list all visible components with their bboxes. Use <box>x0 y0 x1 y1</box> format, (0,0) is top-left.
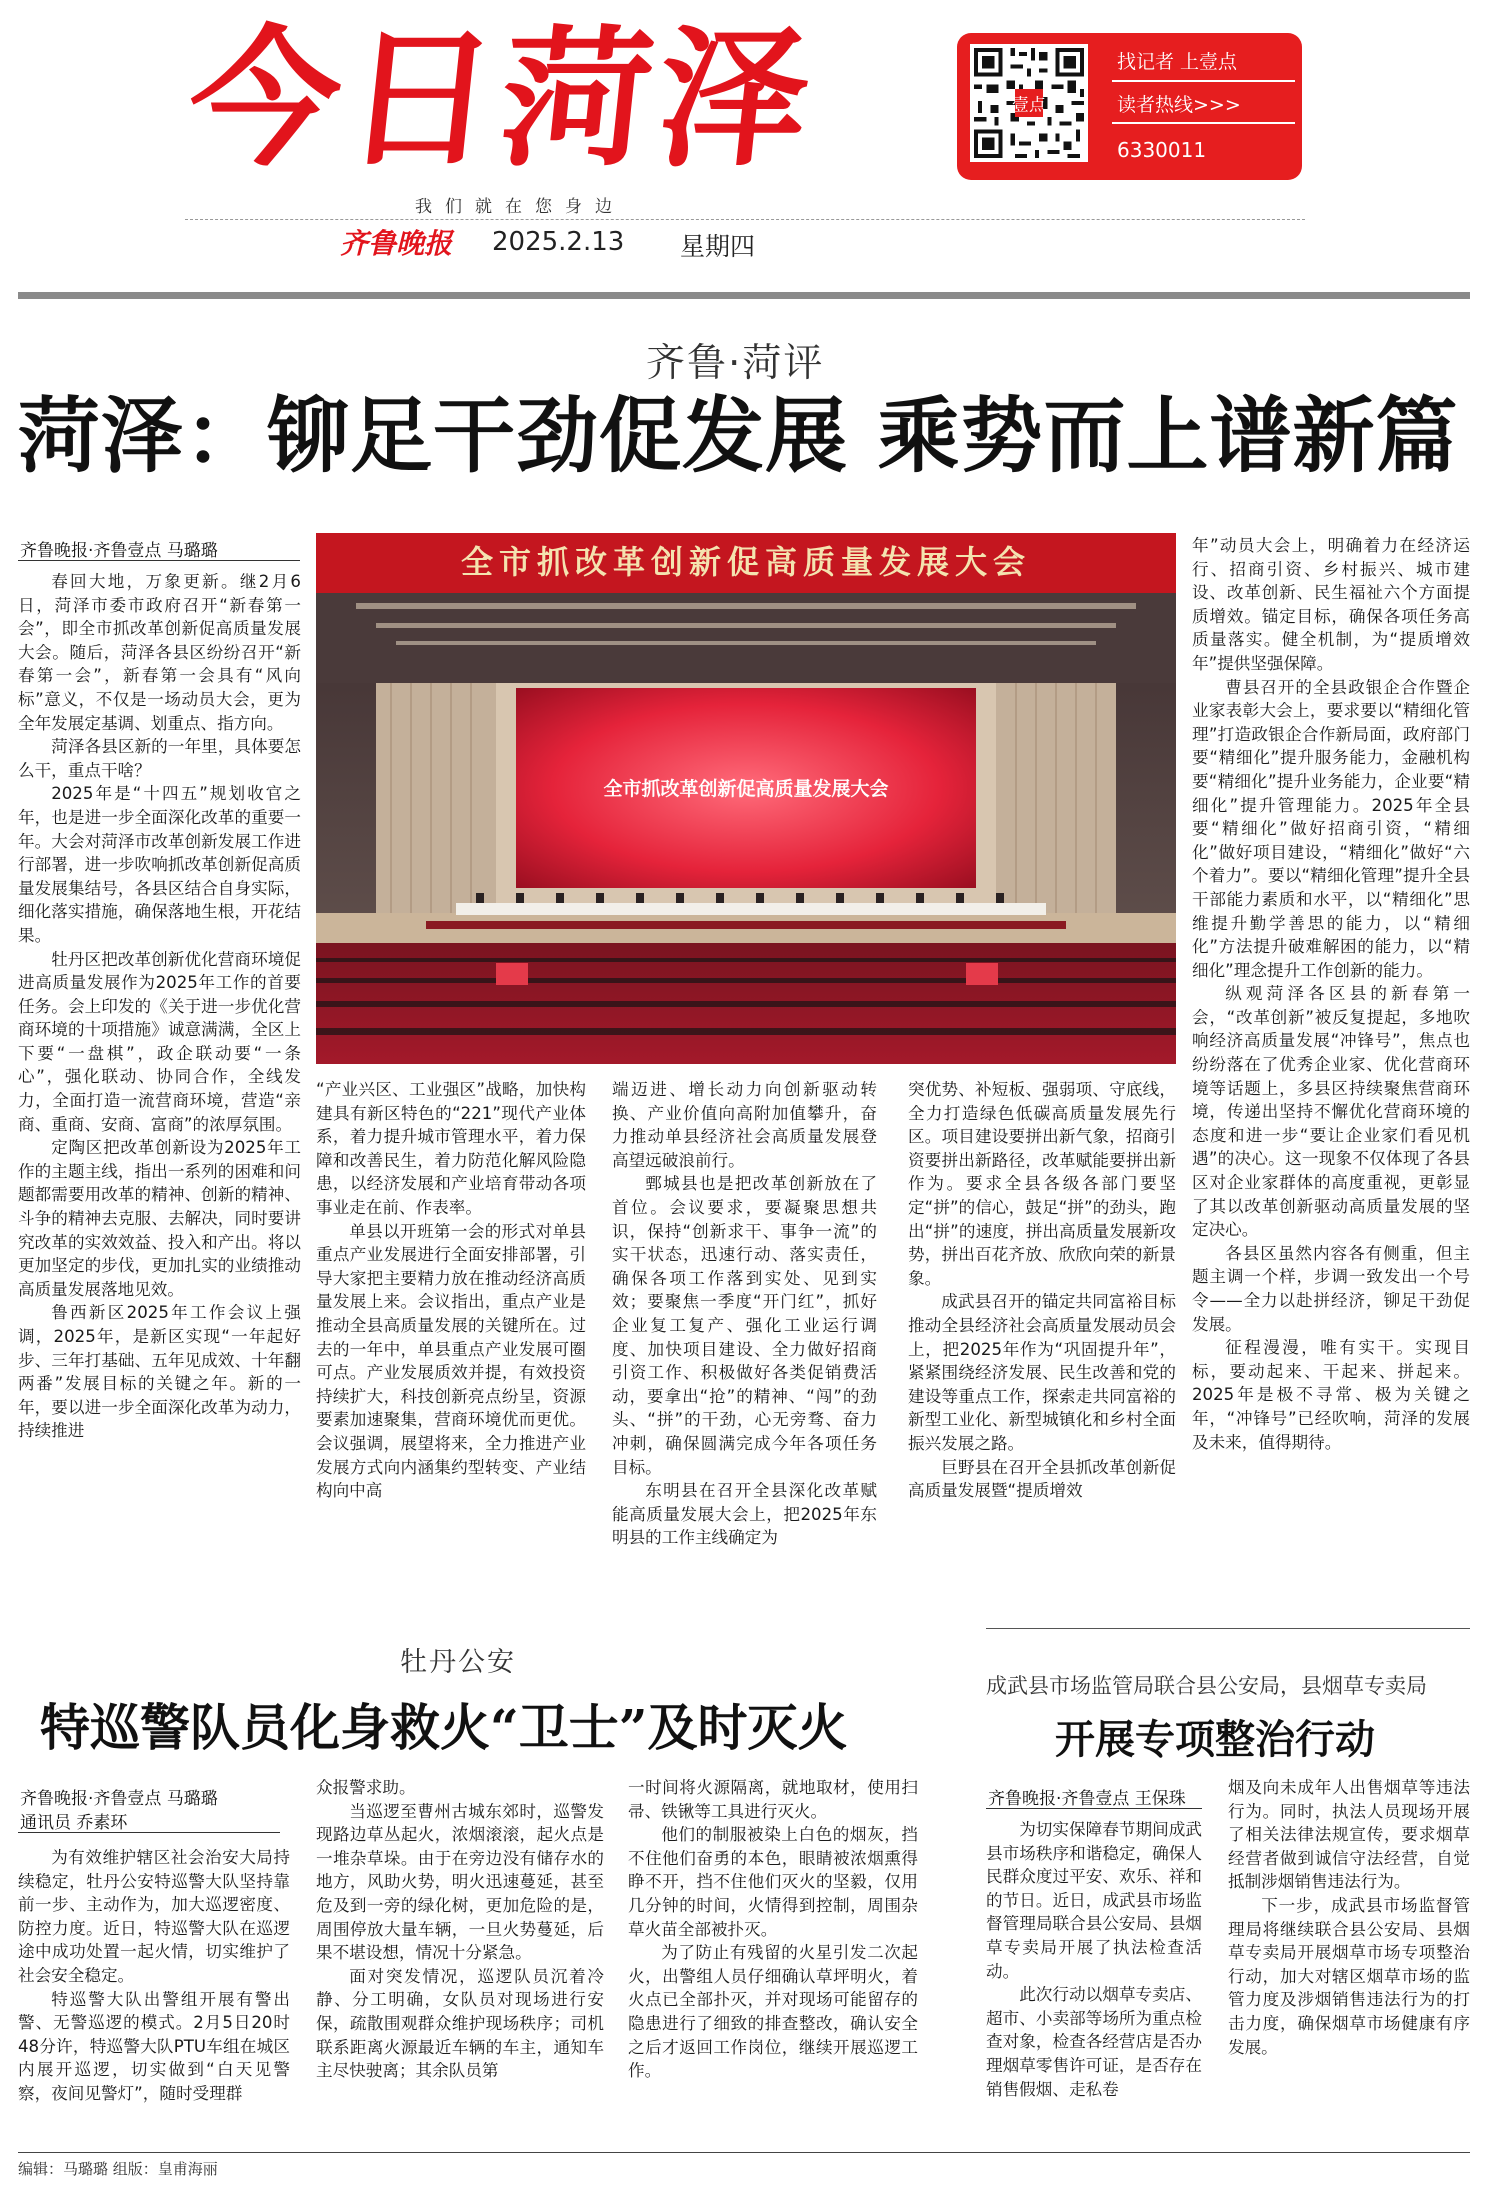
conference-photo <box>316 533 1176 1064</box>
fire-kicker: 牡丹公安 <box>400 1647 516 1678</box>
main-col-5 <box>1192 534 1470 1454</box>
paragraph: 纵观菏泽各区县的新春第一会，“改革创新”被反复提起，多地吹响经济高质量发展“冲锋号”，焦点也纷纷落在了优秀企业家、优化营商环境等话题上，多县区持续聚焦营商环境，传递出坚持不懈优化营商环境的态度和进一步“要让企业家们看见机遇”的决心。这一现象不仅体现了各县区对企业家群体的高度重视，更彰显了其以改革创新驱动高质量发展的坚定决心。 <box>1192 984 1470 1240</box>
paragraph: 牡丹区把改革创新优化营商环境促进高质量发展作为2025年工作的首要任务。会上印发的《关于进一步优化营商环境的十项措施》诚意满满，全区上下要“一盘棋”，政企联动要“一条心”，强化联动、协同合作，全线发力，全面打造一流营商环境，营造“亲商、重商、安商、富商”的浓厚氛围。 <box>18 949 301 1134</box>
main-col-2 <box>316 1078 586 1503</box>
tobacco-col-1 <box>986 1818 1202 2101</box>
paragraph: 烟及向未成年人出售烟草等违法行为。同时，执法人员现场开展了相关法律法规宣传，要求烟草经营者做到诚信守法经营，自觉抵制涉烟销售违法行为。 <box>1228 1778 1470 1892</box>
contact-line-hotline-label: 读者热线>>> <box>1117 94 1241 116</box>
paragraph: 东明县在召开全县深化改革赋能高质量发展大会上，把2025年东明县的工作主线确定为 <box>612 1481 877 1548</box>
issue-weekday: 星期四 <box>680 232 756 261</box>
banner-text: 全市抓改革创新促高质量发展大会 <box>460 543 1032 581</box>
paragraph: 鄄城县也是把改革创新放在了首位。会议要求，要凝聚思想共识，保持“创新求干、事争一流”的实干状态，迅速行动、落实责任，确保各项工作落到实处、见到实效；要聚焦一季度“开门红”，抓好企业复工复产、强化工业运行调度、加快项目建设、全力做好招商引资工作、积极做好各类促销费活动，要拿出“抢”的精神、“闯”的劲头、“拼”的干劲，心无旁骛、奋力冲刺，确保圆满完成今年各项任务目标。 <box>612 1174 877 1477</box>
paragraph: 成武县召开的锚定共同富裕目标推动全县经济社会高质量发展动员会上，把2025年作为“巩固提升年”，紧紧围绕经济发展、民生改善和党的建设等重点工作，探索走共同富裕的新型工业化、新型城镇化和乡村全面振兴发展之路。 <box>908 1292 1176 1453</box>
main-col-1 <box>18 570 301 1443</box>
paragraph: 鲁西新区2025年工作会议上强调，2025年，是新区实现“一年起好步、三年打基础、五年见成效、十年翻两番”发展目标的关键之年。新的一年，要以进一步全面深化改革为动力，持续推进 <box>18 1303 301 1441</box>
masthead-divider <box>185 219 1305 220</box>
paragraph: 下一步，成武县市场监督管理局将继续联合县公安局、县烟草专卖局开展烟草市场专项整治行动，加大对辖区烟草市场的监管力度及涉烟销售违法行为的打击力度，确保烟草市场健康有序发展。 <box>1228 1895 1470 2057</box>
paragraph: 突优势、补短板、强弱项、守底线，全力打造绿色低碳高质量发展先行区。项目建设要拼出新气象，招商引资要拼出新路径，改革赋能要拼出新作为。要求全县各级各部门要坚定“拼”的信心，鼓足“拼”的劲头，跑出“拼”的速度，拼出高质量发展新攻势，拼出百花齐放、欣欣向荣的新景象。 <box>908 1080 1176 1288</box>
main-col-4 <box>908 1078 1176 1503</box>
paragraph: 2025年是“十四五”规划收官之年，也是进一步全面深化改革的重要一年。大会对菏泽市改革创新发展工作进行部署，进一步吹响抓改革创新促高质量发展集结号，各县区结合自身实际，细化落实措施，确保落地生根，开花结果。 <box>18 784 301 945</box>
paragraph: 特巡警大队出警组开展有警出警、无警巡逻的模式。2月5日20时48分许，特巡警大队PTU车组在城区内展开巡逻，切实做到“白天见警察，夜间见警灯”，随时受理群 <box>18 1989 290 2103</box>
paragraph: 年”动员大会上，明确着力在经济运行、招商引资、乡村振兴、城市建设、改革创新、民生福祉六个方面提质增效。锚定目标，确保各项任务高质量落实。健全机制，为“提质增效年”提供坚强保障。 <box>1192 536 1470 673</box>
section-rule <box>986 1628 1470 1629</box>
paragraph: 定陶区把改革创新设为2025年工作的主题主线，指出一系列的困难和问题都需要用改革的精神、创新的精神、斗争的精神去克服、去解决，同时要讲究改革的实效效益、投入和产出。将以更加坚定的步伐，更加扎实的业绩推动高质量发展落地见效。 <box>18 1138 301 1299</box>
contact-divider <box>1112 122 1295 124</box>
footer-credits: 编辑：马璐璐 组版：皇甫海丽 <box>18 2160 218 2178</box>
tobacco-headline: 开展专项整治行动 <box>1055 1716 1375 1763</box>
paragraph: 为有效维护辖区社会治安大局持续稳定，牡丹公安特巡警大队坚持靠前一步、主动作为，加大巡逻密度、防控力度。近日，特巡警大队在巡逻途中成功处置一起火情，切实维护了社会安全稳定。 <box>18 1848 290 1985</box>
fire-byline-correspondent: 通讯员 乔素环 <box>20 1813 128 1833</box>
fire-byline: 齐鲁晚报·齐鲁壹点 马璐璐 <box>20 1789 218 1809</box>
paragraph: 征程漫漫，唯有实干。实现目标，要动起来、干起来、拼起来。2025年是极不寻常、极为关键之年，“冲锋号”已经吹响，菏泽的发展及未来，值得期待。 <box>1192 1338 1470 1452</box>
fire-col-2 <box>316 1776 604 2083</box>
byline-rule <box>18 560 300 561</box>
byline-rule <box>18 1832 280 1833</box>
paragraph: 端迈进、增长动力向创新驱动转换、产业价值向高附加值攀升，奋力推动单县经济社会高质量发展登高望远破浪前行。 <box>612 1080 877 1170</box>
qr-code-icon[interactable] <box>970 44 1088 162</box>
paragraph: 面对突发情况，巡逻队员沉着冷静、分工明确，女队员对现场进行安保，疏散围观群众维护现场秩序；司机联系距离火源最近车辆的车主，通知车主尽快驶离；其余队员第 <box>316 1966 604 2081</box>
paragraph: 巨野县在召开全县抓改革创新促高质量发展暨“提质增效 <box>908 1457 1176 1501</box>
paragraph: 单县以开班第一会的形式对单县重点产业发展进行全面安排部署，引导大家把主要精力放在推动经济高质量发展上来。会议指出，重点产业是推动全县高质量发展的关键所在。过去的一年中，单县重点产业发展可圈可点。产业发展质效并提，有效投资持续扩大，科技创新亮点纷呈，资源要素加速聚集，营商环境优而更优。会议强调，展望将来，全力推进产业发展方式向内涵集约型转变、产业结构向中高 <box>316 1221 586 1501</box>
main-headline: 菏泽：铆足干劲促发展 乘势而上谱新篇 <box>18 388 1459 484</box>
paragraph: 他们的制服被染上白色的烟灰，挡不住他们奋勇的本色，眼睛被浓烟熏得睁不开，挡不住他们灭火的坚毅，仅用几分钟的时间，火情得到控制，周围杂草火苗全部被扑灭。 <box>628 1825 918 1939</box>
paragraph: 为了防止有残留的火星引发二次起火，出警组人员仔细确认草坪明火，着火点已全部扑灭，并对现场可能留存的隐患进行了细致的排查整改，确认安全之后才返回工作岗位，继续开展巡逻工作。 <box>628 1943 918 2081</box>
byline-rule <box>986 1808 1202 1809</box>
paragraph: 众报警求助。 <box>316 1778 416 1797</box>
masthead-title: 今日菏泽 <box>180 13 824 187</box>
newspaper-brand: 齐鲁晚报 <box>340 227 453 260</box>
screen-text: 全市抓改革创新促高质量发展大会 <box>603 778 889 800</box>
issue-date: 2025.2.13 <box>492 227 625 257</box>
fire-col-1 <box>18 1846 290 2106</box>
fire-col-3 <box>628 1776 918 2083</box>
paragraph: 当巡逻至曹州古城东郊时，巡警发现路边草丛起火，浓烟滚滚，起火点是一堆杂草垛。由于在旁边没有储存水的地方，风助火势，明火迅速蔓延，甚至危及到一旁的绿化树，更加危险的是，周围停放大量车辆，一旦火势蔓延，后果不堪设想，情况十分紧急。 <box>316 1801 604 1963</box>
paragraph: 一时间将火源隔离，就地取材，使用扫帚、铁锹等工具进行灭火。 <box>628 1778 918 1821</box>
tobacco-byline: 齐鲁晚报·齐鲁壹点 王保珠 <box>988 1789 1186 1809</box>
tobacco-kicker: 成武县市场监管局联合县公安局，县烟草专卖局 <box>986 1674 1427 1698</box>
main-col-3 <box>612 1078 877 1550</box>
main-byline: 齐鲁晚报·齐鲁壹点 马璐璐 <box>20 541 218 561</box>
paragraph: 为切实保障春节期间成武县市场秩序和谐稳定，确保人民群众度过平安、欢乐、祥和的节日。近日，成武县市场监督管理局联合县公安局、县烟草专卖局开展了执法检查活动。 <box>986 1820 1202 1981</box>
qr-logo: 壹点 <box>1011 95 1047 116</box>
hotline-number[interactable]: 6330011 <box>1117 138 1207 162</box>
contact-line-reporter: 找记者 上壹点 <box>1117 51 1238 73</box>
paragraph: 菏泽各县区新的一年里，具体要怎么干，重点干啥？ <box>18 737 301 780</box>
paragraph: 各县区虽然内容各有侧重，但主题主调一个样，步调一致发出一个号令——全力以赴拼经济，铆足干劲促发展。 <box>1192 1243 1470 1334</box>
masthead-rule <box>18 292 1470 299</box>
fire-headline: 特巡警队员化身救火“卫士”及时灭火 <box>40 1698 848 1757</box>
tobacco-col-2 <box>1228 1776 1470 2059</box>
paragraph: 此次行动以烟草专卖店、超市、小卖部等场所为重点检查对象，检查各经营店是否办理烟草零售许可证，是否存在销售假烟、走私卷 <box>986 1985 1202 2099</box>
masthead-slogan: 我们就在您身边 <box>415 197 625 217</box>
main-kicker: 齐鲁·菏评 <box>646 341 825 386</box>
paragraph: “产业兴区、工业强区”战略，加快构建具有新区特色的“221”现代产业体系，着力提升城市管理水平，着力保障和改善民生，着力防范化解风险隐患，以经济发展和产业培育带动各项事业走在前、作表率。 <box>316 1080 586 1217</box>
paragraph: 曹县召开的全县政银企合作暨企业家表彰大会上，要求要以“精细化管理”打造政银企合作新局面，政府部门要“精细化”提升服务能力，金融机构要“精细化”提升业务能力，企业要“精细化”提升管理能力。2025年全县要“精细化”做好招商引资，“精细化”做好项目建设，“精细化”做好“六个着力”。要以“精细化管理”提升全县干部能力素质和水平，以“精细化”思维提升勤学善思的能力，以“精细化”方法提升破难解困的能力，以“精细化”理念提升工作创新的能力。 <box>1192 677 1470 980</box>
contact-divider <box>1112 80 1295 82</box>
paragraph: 春回大地，万象更新。继2月6日，菏泽市委市政府召开“新春第一会”，即全市抓改革创新促高质量发展大会。随后，菏泽各县区纷纷召开“新春第一会”，新春第一会具有“风向标”意义，不仅是一场动员大会，更为全年发展定基调、划重点、指方向。 <box>18 572 301 733</box>
footer-rule <box>18 2152 1470 2153</box>
